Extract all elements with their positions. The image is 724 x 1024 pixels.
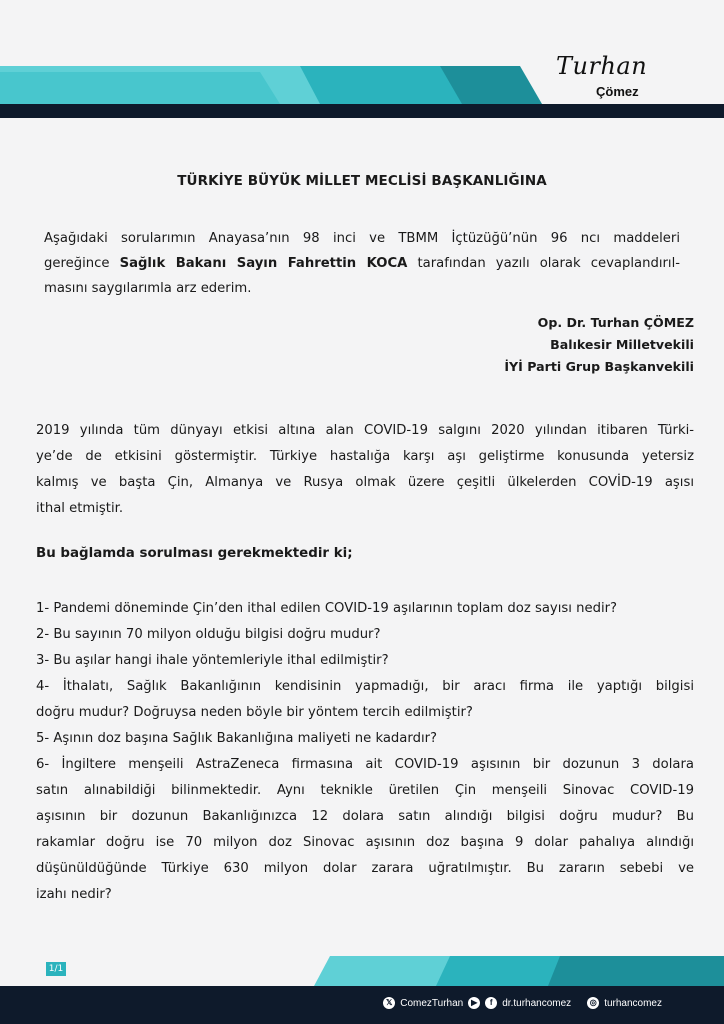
question-line: 5- Aşının doz başına Sağlık Bakanlığına maliyeti ne kadardır? <box>36 731 438 746</box>
intro-line: Aşağıdaki sorularımın Anayasa’nın 98 inci ve TBMM İçtüzüğü’nün 96 ncı maddeleri <box>44 231 680 246</box>
question-line: düşünüldüğünde Türkiye 630 milyon dolar zarara uğratılmıştır. Bu zararın sebebi ve <box>36 861 694 876</box>
body-line: ithal etmiştir. <box>36 501 124 516</box>
question-intro: Bu bağlamda sorulması gerekmektedir ki; <box>36 546 353 561</box>
question-line: 1- Pandemi döneminde Çin’den ithal edilen COVID-19 aşılarının toplam doz sayısı nedir? <box>36 601 618 616</box>
document-heading: TÜRKİYE BÜYÜK MİLLET MECLİSİ BAŞKANLIĞINA <box>177 173 547 189</box>
facebook-icon[interactable]: f <box>485 997 497 1009</box>
body-paragraph <box>36 418 694 522</box>
intro-text: tarafından yazılı olarak cevaplandırıl- <box>407 256 680 271</box>
signature-role: Balıkesir Milletvekili <box>550 337 694 352</box>
facebook-handle[interactable]: dr.turhancomez <box>502 997 572 1009</box>
question-line: 2- Bu sayının 70 milyon olduğu bilgisi doğru mudur? <box>36 627 381 642</box>
signature-block <box>504 312 694 378</box>
question-line: rakamlar doğru ise 70 milyon doz Sinovac aşısının doz başına 9 dolar pahalıya alındığı <box>36 835 694 850</box>
x-handle[interactable]: ComezTurhan <box>400 997 464 1009</box>
minister-name: Sağlık Bakanı Sayın Fahrettin KOCA <box>119 256 408 271</box>
logo-script: Turhan <box>556 52 648 80</box>
questions-list <box>36 596 694 908</box>
x-icon[interactable]: 𝕏 <box>383 997 395 1009</box>
intro-line: masını saygılarımla arz ederim. <box>44 281 252 296</box>
page-number: 1/1 <box>46 962 66 976</box>
body-line: 2019 yılında tüm dünyayı etkisi altına alan COVID-19 salgını 2020 yılından itibaren Türki- <box>36 423 694 438</box>
instagram-handle[interactable]: turhancomez <box>604 997 662 1009</box>
body-line: kalmış ve başta Çin, Almanya ve Rusya olmak üzere çeşitli ülkelerden COVİD-19 aşısı <box>36 475 694 490</box>
question-line: satın alınabildiği bilinmektedir. Aynı teknikle üretilen Çin menşeili Sinovac COVID-19 <box>36 783 694 798</box>
body-line: ye’de de etkisini göstermiştir. Türkiye hastalığa karşı aşı geliştirme konusunda yetersiz <box>36 449 694 464</box>
footer-band <box>0 956 724 1024</box>
footer-social <box>383 995 662 1011</box>
signature-name: Op. Dr. Turhan ÇÖMEZ <box>537 315 694 330</box>
intro-paragraph <box>44 226 680 301</box>
youtube-icon[interactable]: ▶ <box>468 997 480 1009</box>
signature-group: İYİ Parti Grup Başkanvekili <box>504 359 694 374</box>
question-line: 6- İngiltere menşeili AstraZeneca firmasına ait COVID-19 aşısının bir dozunun 3 dolara <box>36 757 694 772</box>
question-line: 4- İthalatı, Sağlık Bakanlığının kendisinin yapmadığı, bir aracı firma ile yaptığı bilgisi <box>36 679 694 694</box>
logo-name: Çömez <box>596 84 639 99</box>
intro-line <box>44 251 680 276</box>
question-line: 3- Bu aşılar hangi ihale yöntemleriyle ithal edilmiştir? <box>36 653 389 668</box>
question-line: izahı nedir? <box>36 887 112 902</box>
question-line: aşısının bir dozunun Bakanlığınızca 12 dolara satın alındığı bilgisi doğru mudur? Bu <box>36 809 694 824</box>
instagram-icon[interactable]: ◎ <box>587 997 599 1009</box>
intro-text: gereğince <box>44 256 120 271</box>
question-line: doğru mudur? Doğruysa neden böyle bir yöntem tercih edilmiştir? <box>36 705 473 720</box>
